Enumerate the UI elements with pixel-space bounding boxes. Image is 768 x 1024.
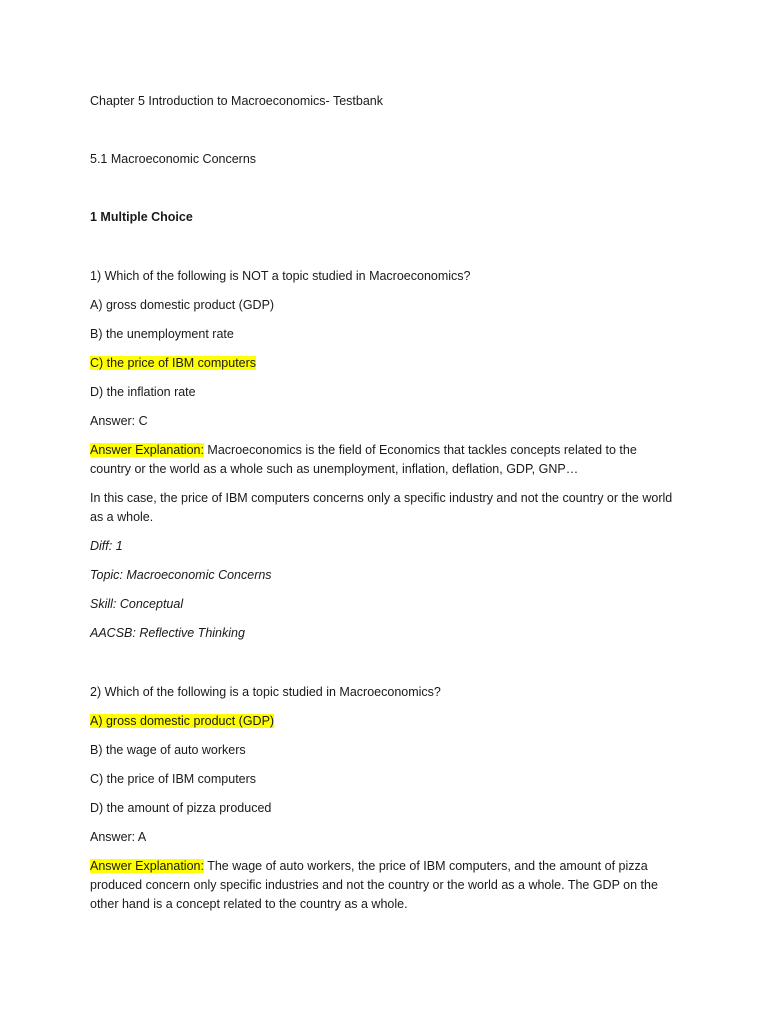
q2-option-a bbox=[90, 712, 680, 731]
q2-explanation-text: The wage of auto workers, the price of IBM computers, and the amount of pizza produced concern only specific industries and not the country or the world as a whole. The GDP on the other hand is a concept related to the country as a whole. bbox=[90, 859, 658, 911]
question-1: 1) Which of the following is NOT a topic studied in Macroeconomics? bbox=[90, 269, 471, 283]
q2-explanation-label: Answer Explanation: bbox=[90, 859, 204, 873]
q1-explanation-text: Macroeconomics is the field of Economics that tackles concepts related to the country or the world as a whole such as unemployment, inflation, deflation, GDP, GNP… bbox=[90, 443, 637, 476]
part-heading: 1 Multiple Choice bbox=[90, 210, 193, 224]
q2-answer: Answer: A bbox=[90, 830, 147, 844]
q2-option-b: B) the wage of auto workers bbox=[90, 743, 246, 757]
q1-option-a: A) gross domestic product (GDP) bbox=[90, 298, 275, 312]
q1-diff: Diff: 1 bbox=[90, 539, 123, 553]
section-heading: 5.1 Macroeconomic Concerns bbox=[90, 152, 257, 166]
q2-option-d: D) the amount of pizza produced bbox=[90, 801, 272, 815]
q1-option-c-highlight: C) the price of IBM computers bbox=[90, 356, 257, 370]
q1-explanation bbox=[90, 441, 680, 479]
q1-answer: Answer: C bbox=[90, 414, 148, 428]
q2-option-a-highlight: A) gross domestic product (GDP) bbox=[90, 714, 275, 728]
q1-explanation-2: In this case, the price of IBM computers concerns only a specific industry and not the country or the world as a whole. bbox=[90, 491, 673, 524]
q1-option-c bbox=[90, 354, 680, 373]
doc-title: Chapter 5 Introduction to Macroeconomics- Testbank bbox=[90, 94, 383, 108]
q1-option-b: B) the unemployment rate bbox=[90, 327, 234, 341]
q1-option-d: D) the inflation rate bbox=[90, 385, 196, 399]
q2-option-c: C) the price of IBM computers bbox=[90, 772, 257, 786]
q1-explanation-label: Answer Explanation: bbox=[90, 443, 204, 457]
question-2: 2) Which of the following is a topic studied in Macroeconomics? bbox=[90, 685, 441, 699]
q1-skill: Skill: Conceptual bbox=[90, 597, 184, 611]
q2-explanation bbox=[90, 857, 680, 914]
q1-aacsb: AACSB: Reflective Thinking bbox=[90, 626, 245, 640]
q1-topic: Topic: Macroeconomic Concerns bbox=[90, 568, 272, 582]
